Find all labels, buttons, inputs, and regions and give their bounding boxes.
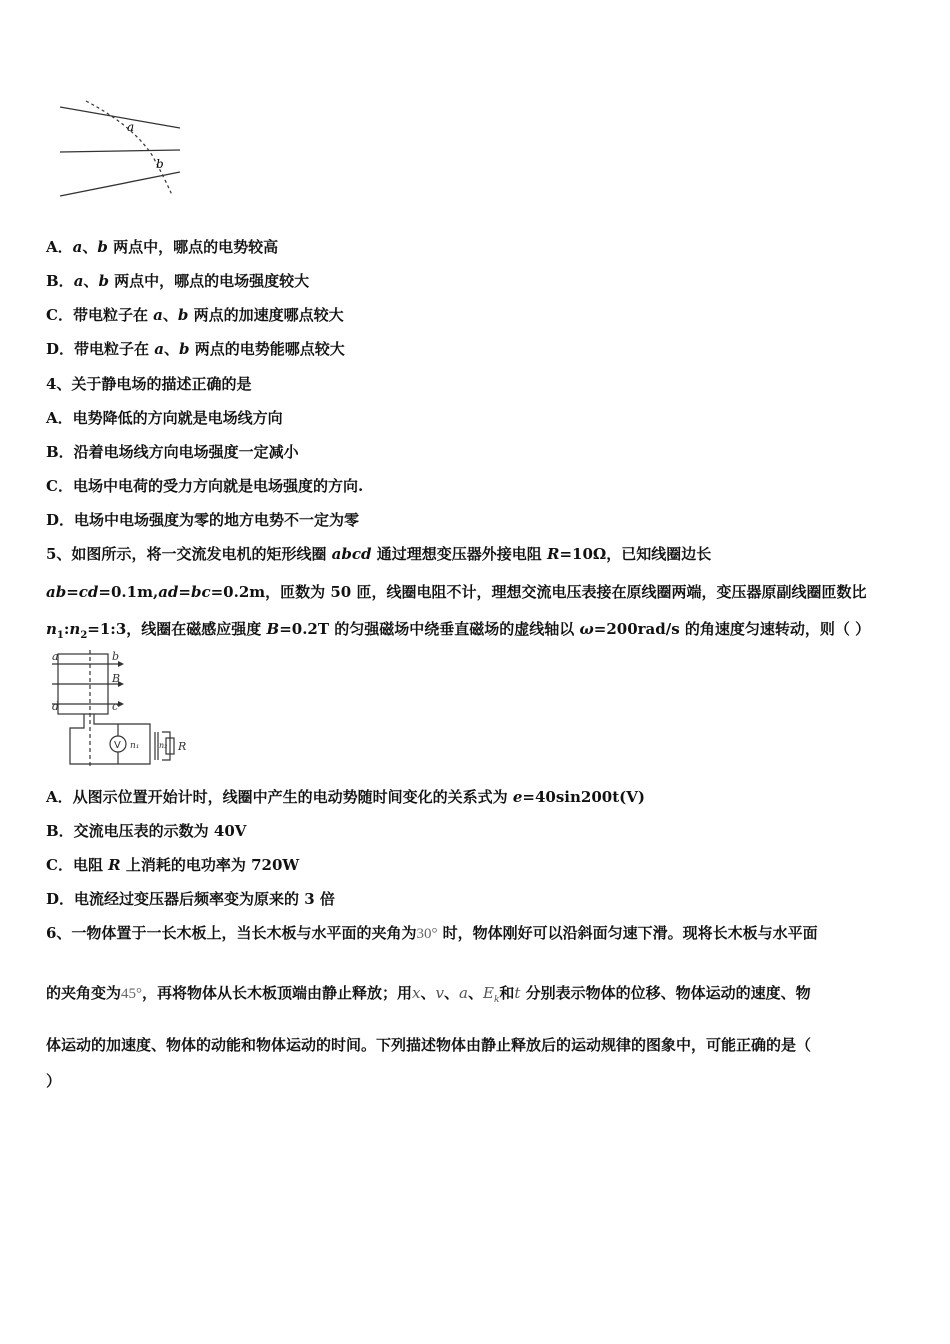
q5-option-a: A．从图示位置开始计时，线圈中产生的电动势随时间变化的关系式为 e=40sin200t(V) xyxy=(46,788,645,806)
coil-label-b: b xyxy=(112,650,120,663)
q6-stem-line2: 的夹角变为45°，再将物体从长木板顶端由静止释放；用x、v、a、$E_k$和t 分别表示物体的位移、物体运动的速度、物 xyxy=(46,984,811,1005)
q3-option-b: B．a、b 两点中，哪点的电场强度较大 xyxy=(46,272,310,290)
q5-option-d: D．电流经过变压器后频率变为原来的 3 倍 xyxy=(46,890,335,908)
q6-stem-line1: 6、一物体置于一长木板上，当长木板与水平面的夹角为30° 时，物体刚好可以沿斜面匀速下滑。现将长木板与水平面 xyxy=(46,924,818,942)
point-b-label: b xyxy=(156,157,164,171)
q6-stem-line3: 体运动的加速度、物体的动能和物体运动的时间。下列描述物体由静止释放后的运动规律的图象中，可能正确的是（ xyxy=(46,1036,812,1054)
generator-transformer-figure xyxy=(50,648,195,773)
q5-stem-line2: ab=cd=0.1m,ad=bc=0.2m，匝数为 50 匝，线圈电阻不计，理想交流电压表接在原线圈两端，变压器原副线圈匝数比 xyxy=(46,583,867,601)
q4-option-a: A．电势降低的方向就是电场线方向 xyxy=(46,409,283,427)
coil-label-c: c xyxy=(112,700,119,713)
primary-label-n1: n₁ xyxy=(130,741,140,751)
lead-wire-left xyxy=(70,714,150,764)
q4-option-d: D．电场中电场强度为零的地方电势不一定为零 xyxy=(46,511,360,529)
q4-stem: 4、关于静电场的描述正确的是 xyxy=(46,375,252,393)
q6-stem-line4: ） xyxy=(46,1072,62,1090)
q5-stem-line1: 5、如图所示，将一交流发电机的矩形线圈 abcd 通过理想变压器外接电阻 R=10Ω，已知线圈边长 xyxy=(46,545,712,563)
secondary-label-n2: n₂ xyxy=(159,741,168,750)
q4-option-c: C．电场中电荷的受力方向就是电场强度的方向. xyxy=(46,477,364,495)
q3-option-d: D．带电粒子在 a、b 两点的电势能哪点较大 xyxy=(46,340,345,358)
lead-wire-right xyxy=(94,714,150,734)
field-line-bottom xyxy=(60,172,180,196)
field-label-B: B xyxy=(112,672,121,685)
q3-option-c: C．带电粒子在 a、b 两点的加速度哪点较大 xyxy=(46,306,344,324)
q5-stem-line3: $n_1:n_2=1:3$，线圈在磁感应强度 B=0.2T 的匀强磁场中绕垂直磁场的虚线轴以 ω=200rad/s 的角速度匀速转动，则（ ） xyxy=(46,620,871,641)
resistor-label-R: R xyxy=(178,740,187,753)
point-a-label: a xyxy=(127,120,135,134)
q4-option-b: B．沿着电场线方向电场强度一定减小 xyxy=(46,443,299,461)
q3-option-a: A．a、b 两点中，哪点的电势较高 xyxy=(46,238,279,256)
particle-trajectory xyxy=(86,101,172,195)
field-line-top xyxy=(60,107,180,128)
field-lines-figure xyxy=(52,95,187,205)
arrow-head-3 xyxy=(118,701,124,707)
coil-label-a: a xyxy=(52,650,59,663)
voltmeter-label: V xyxy=(114,740,121,751)
q5-option-c: C．电阻 R 上消耗的电功率为 720W xyxy=(46,856,300,874)
coil-label-d: d xyxy=(52,700,60,713)
field-line-middle xyxy=(60,150,180,152)
q5-option-b: B．交流电压表的示数为 40V xyxy=(46,822,247,840)
